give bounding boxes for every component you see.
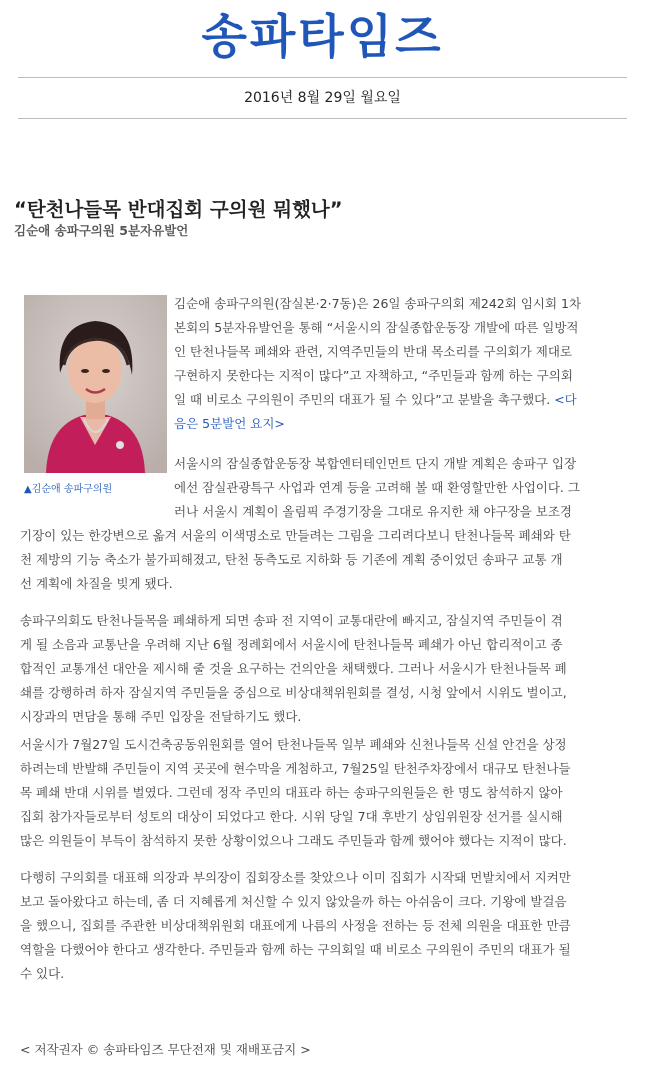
article-line: 천 제방의 기능 축소가 불가피해졌고, 탄천 동측도로 지하화 등 기존에 계획 중이었던 송파구 교통 개 [20,552,563,567]
article-subhead: 김순애 송파구의원 5분자유발언 [14,223,189,238]
article-line: 집회 참가자들로부터 성토의 대상이 되었다고 한다. 시위 당일 7대 후반기 상임위원장 선거를 실시해 [20,809,563,824]
article-line: 목 폐쇄 반대 시위를 벌였다. 그런데 정작 주민의 대표라 하는 송파구의원들은 한 명도 참석하지 않아 [20,785,563,800]
article-headline: “탄천나들목 반대집회 구의원 뭐했나” [14,198,343,221]
article-line: 서울시가 7월27일 도시건축공동위원회를 열어 탄천나들목 일부 폐쇄와 신천나들목 신설 안건을 상정 [20,737,567,752]
article-line-with-link [174,388,624,412]
summary-link[interactable]: <다 [554,392,577,407]
article-line: 에선 잠실관광특구 사업과 연계 등을 고려해 볼 때 환영할만한 사업이다. 그 [174,480,580,495]
article-line: 시장과의 면담을 통해 주민 입장을 전달하기도 했다. [20,709,302,724]
article-line: 인 탄천나들목 폐쇄와 관련, 지역주민들의 반대 목소리를 구의회가 제대로 [174,344,573,359]
article-line: 서울시의 잠실종합운동장 복합엔터테인먼트 단지 개발 계획은 송파구 입장 [174,456,577,471]
article-line: 합적인 교통개선 대안을 제시해 줄 것을 요구하는 건의안을 채택했다. 그러나 서울시가 탄천나들목 폐 [20,661,567,676]
article-line: 본회의 5분자유발언을 통해 “서울시의 잠실종합운동장 개발에 따른 일방적 [174,320,579,335]
article-line: 다행히 구의회를 대표해 의장과 부의장이 집회장소를 찾았으나 이미 집회가 시작돼 먼발치에서 지켜만 [20,870,571,885]
article-line: 송파구의회도 탄천나들목을 폐쇄하게 되면 송파 전 지역이 교통대란에 빠지고, 잠실지역 주민들이 겪 [20,613,563,628]
article-line: 기장이 있는 한강변으로 옮겨 서울의 이색명소로 만들려는 그림을 그리려다보니 탄천나들목 폐쇄와 탄 [20,528,571,543]
article-line: 역할을 다했어야 한다고 생각한다. 주민들과 함께 하는 구의회일 때 비로소 구의원이 주민의 대표가 될 [20,942,571,957]
article-line: 러나 서울시 계획이 올림픽 주경기장을 그대로 유지한 채 야구장을 보조경 [174,504,573,519]
article-line: 수 있다. [20,966,65,981]
copyright-notice: < 저작권자 © 송파타임즈 무단전재 및 재배포금지 > [20,1042,311,1057]
article-line: 선 계획에 차질을 빚게 됐다. [20,576,173,591]
article-line: 을 했으니, 집회를 주관한 비상대책위원회 대표에게 나름의 사정을 전하는 등 전체 의원을 대표한 만큼 [20,918,571,933]
summary-link-cont[interactable]: 음은 5분발언 요지> [174,416,285,431]
article-text: 일 때 비로소 구의원이 주민의 대표가 될 수 있다”고 분발을 촉구했다. [174,392,551,407]
masthead-logo: 송파타임즈 [201,10,444,65]
issue-date: 2016년 8월 29일 월요일 [244,90,401,106]
article-line: 김순애 송파구의원(잠실본·2·7동)은 26일 송파구의회 제242회 임시회 1차 [174,296,582,311]
article-line: 많은 의원들이 부득이 참석하지 못한 상황이었으나 그래도 주민들과 함께 했어야 했다는 지적이 많다. [20,833,567,848]
article-line: 게 될 소음과 교통난을 우려해 지난 6월 정례회에서 서울시에 탄천나들목 폐쇄가 아닌 합리적이고 종 [20,637,563,652]
article-line: 하려는데 반발해 주민들이 지역 곳곳에 현수막을 게첨하고, 7월25일 탄천주차장에서 대규모 탄천나들 [20,761,571,776]
article-line: 구현하지 못한다는 지적이 많다”고 자책하고, “주민들과 함께 하는 구의회 [174,368,573,383]
photo-caption: ▲김순애 송파구의원 [24,484,113,495]
masthead-divider [18,77,627,78]
article-line: 보고 돌아왔다고 하는데, 좀 더 지혜롭게 처신할 수 있지 않았을까 하는 아쉬움이 크다. 기왕에 발걸음 [20,894,567,909]
councilor-photo [24,295,167,473]
date-divider [18,118,627,119]
article-line: 쇄를 강행하려 하자 잠실지역 주민들을 중심으로 비상대책위원회를 결성, 시청 앞에서 시위도 벌이고, [20,685,567,700]
